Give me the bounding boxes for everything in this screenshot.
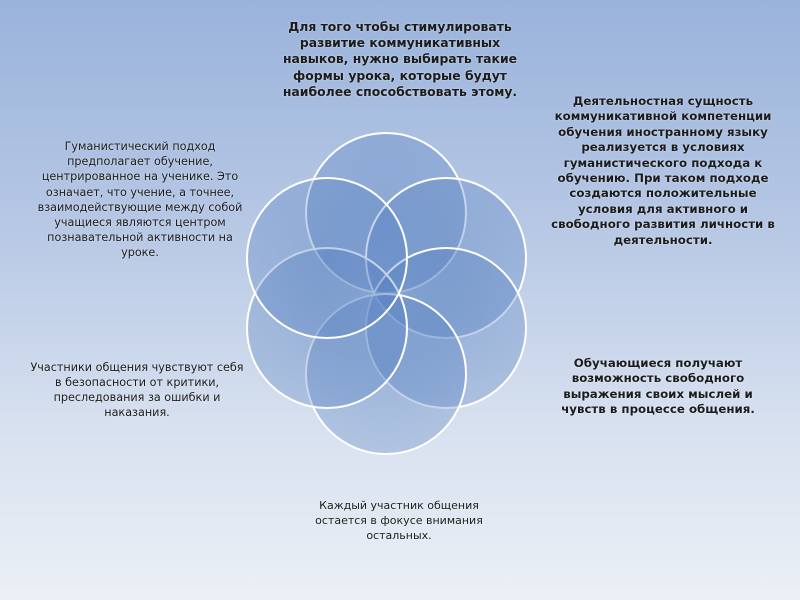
caption-right-top: Деятельностная сущность коммуникативной компетенции обучения иностранному языку реализуется в условиях гуманистического подхода к обучению. При таком подходе создаются положительные условия для активного и свободного развития личности в деятельности.: [551, 94, 775, 247]
caption-bottom: Каждый участник общения остается в фокусе внимания остальных.: [315, 499, 483, 542]
caption-left-bottom: Участники общения чувствуют себя в безопасности от критики, преследования за ошибки и наказания.: [30, 361, 244, 419]
petal-top-left: [247, 178, 407, 338]
caption-top: Для того чтобы стимулировать развитие коммуникативных навыков, нужно выбирать такие формы урока, которые будут наиболее способствовать этому.: [282, 19, 518, 99]
caption-right-bottom: Обучающиеся получают возможность свободного выражения своих мыслей и чувств в процессе общения.: [561, 356, 755, 417]
caption-left-top: Гуманистический подход предполагает обучение, центрированное на ученике. Это означает, что учение, а точнее, взаимодействующие между собой учащиеся являются центром познавательной активности на уроке.: [37, 140, 243, 260]
petals: [247, 133, 526, 454]
